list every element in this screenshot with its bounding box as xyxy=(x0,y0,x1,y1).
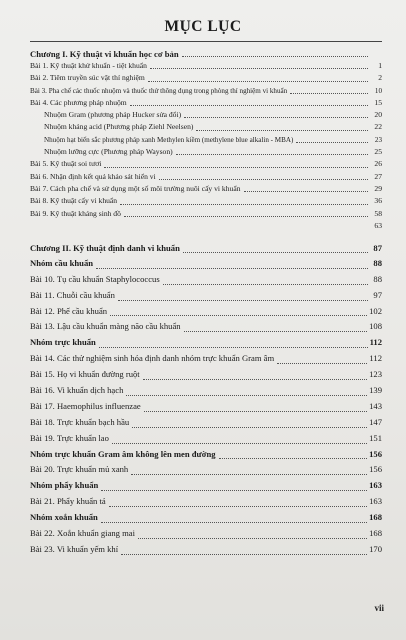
group-heading-title: Nhóm trực khuẩn Gram âm không lên men đường xyxy=(30,448,216,459)
toc-entry-page: 25 xyxy=(374,147,382,157)
toc-entry-title: Bài 5. Kỹ thuật soi tươi xyxy=(30,159,102,169)
dot-leader xyxy=(126,395,367,396)
group-heading xyxy=(30,510,382,526)
toc-entry-page: 23 xyxy=(374,135,382,144)
toc-entry xyxy=(30,146,382,158)
toc-entry-page: 29 xyxy=(374,183,382,193)
toc-entry-title: Bài 17. Haemophilus influenzae xyxy=(30,400,141,411)
dot-leader xyxy=(176,154,368,155)
toc-entry-title: Nhuộm hạt biến sắc phương pháp xanh Methylen kiềm (methylene blue alkalin - MBA) xyxy=(44,135,294,144)
toc-entry xyxy=(30,171,382,183)
toc-entry-page: 20 xyxy=(374,110,382,120)
toc-entry xyxy=(30,85,382,97)
toc-entry-page: 102 xyxy=(369,305,382,316)
toc-entry xyxy=(30,158,382,170)
dot-leader xyxy=(138,538,367,539)
toc-entry xyxy=(30,288,382,304)
toc-entry-page: 123 xyxy=(369,369,382,380)
toc-entry xyxy=(30,183,382,195)
dot-leader xyxy=(184,331,368,332)
toc-entry-title: Bài 21. Phẩy khuẩn tả xyxy=(30,496,106,507)
toc-entry-title: Bài 10. Tụ cầu khuẩn Staphylococcus xyxy=(30,273,160,284)
dot-leader xyxy=(121,554,367,555)
dot-leader xyxy=(99,347,368,348)
toc-entry-title: Bài 14. Các thử nghiệm sinh hóa định danh nhóm trực khuẩn Gram âm xyxy=(30,353,275,364)
toc-entry-page: 139 xyxy=(369,384,382,395)
toc-entry-title: Nhuộm kháng acid (Phương pháp Ziehl Neelsen) xyxy=(44,122,194,132)
chapter-heading xyxy=(30,241,382,256)
dot-leader xyxy=(132,427,367,428)
toc-entry xyxy=(30,109,382,121)
toc-entry-page: 1 xyxy=(378,61,382,70)
toc-entry-page: 27 xyxy=(374,171,382,181)
toc-entry-page: 2 xyxy=(378,73,382,83)
group-heading-page: 168 xyxy=(369,512,382,523)
toc-entry-page: 15 xyxy=(374,97,382,107)
toc-entry-title: Bài 16. Vi khuẩn dịch hạch xyxy=(30,384,124,395)
toc-entry xyxy=(30,121,382,133)
toc-entry-title: Bài 11. Chuỗi cầu khuẩn xyxy=(30,289,115,300)
toc-entry-title: Bài 19. Trực khuẩn lao xyxy=(30,432,109,443)
group-heading xyxy=(30,478,382,494)
group-heading-title: Nhóm cầu khuẩn xyxy=(30,257,94,268)
group-heading xyxy=(30,335,382,351)
toc-entry xyxy=(30,208,382,220)
toc-entry xyxy=(30,526,382,542)
toc-entry xyxy=(30,367,382,383)
toc-entry-page: 112 xyxy=(369,353,382,364)
dot-leader xyxy=(163,284,368,285)
toc-entry xyxy=(30,415,382,431)
toc-entry-title: Bài 9. Kỹ thuật kháng sinh đồ xyxy=(30,208,121,218)
dot-leader xyxy=(182,56,368,57)
toc-entry xyxy=(30,134,382,146)
dot-leader xyxy=(148,81,368,82)
toc-entry-page: 36 xyxy=(374,196,382,206)
toc-entry-title: Bài 8. Kỹ thuật cấy vi khuẩn xyxy=(30,196,118,206)
dot-leader xyxy=(110,315,367,316)
dot-leader xyxy=(183,252,368,253)
dot-leader xyxy=(159,179,368,180)
toc-entry-title: Nhuộm Gram (phương pháp Hucker sửa đổi) xyxy=(44,110,182,120)
toc-entry-title: Bài 1. Kỹ thuật khử khuẩn - tiệt khuẩn xyxy=(30,61,147,70)
table-of-contents xyxy=(30,48,382,558)
toc-entry-title: Bài 18. Trực khuẩn bạch hầu xyxy=(30,416,130,427)
toc-entry-page: 143 xyxy=(369,400,382,411)
toc-entry-page: 147 xyxy=(369,416,382,427)
dot-leader xyxy=(290,93,368,94)
group-heading-title: Nhóm trực khuẩn xyxy=(30,337,96,348)
chapter-heading-page: 87 xyxy=(373,242,382,253)
toc-entry xyxy=(30,462,382,478)
toc-entry-title: Bài 13. Lậu cầu khuẩn màng não cầu khuẩn xyxy=(30,321,181,332)
toc-entry xyxy=(30,97,382,109)
dot-leader xyxy=(96,268,368,269)
dot-leader xyxy=(277,363,367,364)
page-title: MỤC LỤC xyxy=(164,18,242,35)
chapter-heading-title: Chương I. Kỹ thuật vi khuẩn học cơ bản xyxy=(30,49,179,59)
toc-entry xyxy=(30,399,382,415)
toc-entry-title: Bài 12. Phế cầu khuẩn xyxy=(30,305,108,316)
dot-leader xyxy=(244,191,369,192)
toc-entry xyxy=(30,319,382,335)
dot-leader xyxy=(124,216,368,217)
toc-entry xyxy=(30,383,382,399)
toc-entry-title: Bài 20. Trực khuẩn mủ xanh xyxy=(30,464,129,475)
toc-entry-page: 58 xyxy=(374,208,382,218)
toc-entry-page: 163 xyxy=(369,496,382,507)
toc-entry-page: 170 xyxy=(369,543,382,554)
toc-entry xyxy=(30,494,382,510)
toc-entry-title: Bài 2. Tiêm truyền súc vật thí nghiệm xyxy=(30,73,145,83)
dot-leader xyxy=(219,458,368,459)
toc-entry-title: Bài 3. Pha chế các thuốc nhuộm và thuốc thử thông dụng trong phòng thí nghiệm vi khuẩn xyxy=(30,86,288,95)
dot-leader xyxy=(118,300,368,301)
toc-entry-page: 88 xyxy=(373,273,382,284)
group-heading-page: 88 xyxy=(373,257,382,268)
dot-leader xyxy=(109,506,367,507)
toc-entry xyxy=(30,195,382,207)
toc-entry-page: 151 xyxy=(369,432,382,443)
toc-entry xyxy=(30,60,382,72)
group-heading-page: 112 xyxy=(369,337,382,348)
dot-leader xyxy=(144,411,367,412)
chapter-heading-title: Chương II. Kỹ thuật định danh vi khuẩn xyxy=(30,242,180,253)
dot-leader xyxy=(143,379,367,380)
toc-entry xyxy=(30,72,382,84)
toc-entry-title: Bài 22. Xoắn khuẩn giang mai xyxy=(30,527,136,538)
group-heading-title: Nhóm phẩy khuẩn xyxy=(30,480,99,491)
title-rule xyxy=(30,41,382,42)
dot-leader xyxy=(104,167,368,168)
toc-entry-page: 156 xyxy=(369,464,382,475)
dot-leader xyxy=(130,105,368,106)
dot-leader xyxy=(131,474,367,475)
dot-leader xyxy=(101,490,367,491)
dot-leader xyxy=(296,142,368,143)
toc-entry-page: 63 xyxy=(374,220,382,230)
toc-entry xyxy=(30,431,382,447)
toc-entry-title: Bài 4. Các phương pháp nhuộm xyxy=(30,97,127,107)
dot-leader xyxy=(150,68,368,69)
group-heading xyxy=(30,256,382,272)
toc-entry-title: Bài 7. Cách pha chế và sử dụng một số môi trường nuôi cấy vi khuẩn xyxy=(30,183,241,193)
toc-entry-page: 108 xyxy=(369,321,382,332)
toc-entry-title: Nhuộm lưỡng cực (Phương pháp Wayson) xyxy=(44,147,173,157)
toc-entry xyxy=(30,351,382,367)
toc-entry-page: 168 xyxy=(369,527,382,538)
dot-leader xyxy=(196,130,368,131)
page-number: vii xyxy=(374,603,384,613)
toc-entry xyxy=(30,220,382,231)
toc-entry-title: Bài 23. Vi khuẩn yếm khí xyxy=(30,543,119,554)
toc-entry xyxy=(30,304,382,320)
toc-entry-title: Bài 6. Nhận định kết quả khảo sát hiển vi xyxy=(30,171,156,181)
toc-entry xyxy=(30,542,382,558)
toc-entry-title: Bài 15. Họ vi khuẩn đường ruột xyxy=(30,369,140,380)
group-heading-page: 163 xyxy=(369,480,382,491)
toc-entry-page: 10 xyxy=(374,86,382,95)
toc-entry-page: 22 xyxy=(374,122,382,132)
toc-entry-page: 26 xyxy=(374,159,382,169)
dot-leader xyxy=(120,204,368,205)
group-heading-page: 156 xyxy=(369,448,382,459)
chapter-heading xyxy=(30,48,382,60)
group-heading-title: Nhóm xoắn khuẩn xyxy=(30,512,98,523)
toc-entry xyxy=(30,272,382,288)
dot-leader xyxy=(101,522,367,523)
group-heading xyxy=(30,447,382,463)
dot-leader xyxy=(184,117,368,118)
dot-leader xyxy=(112,443,367,444)
toc-entry-page: 97 xyxy=(373,289,382,300)
